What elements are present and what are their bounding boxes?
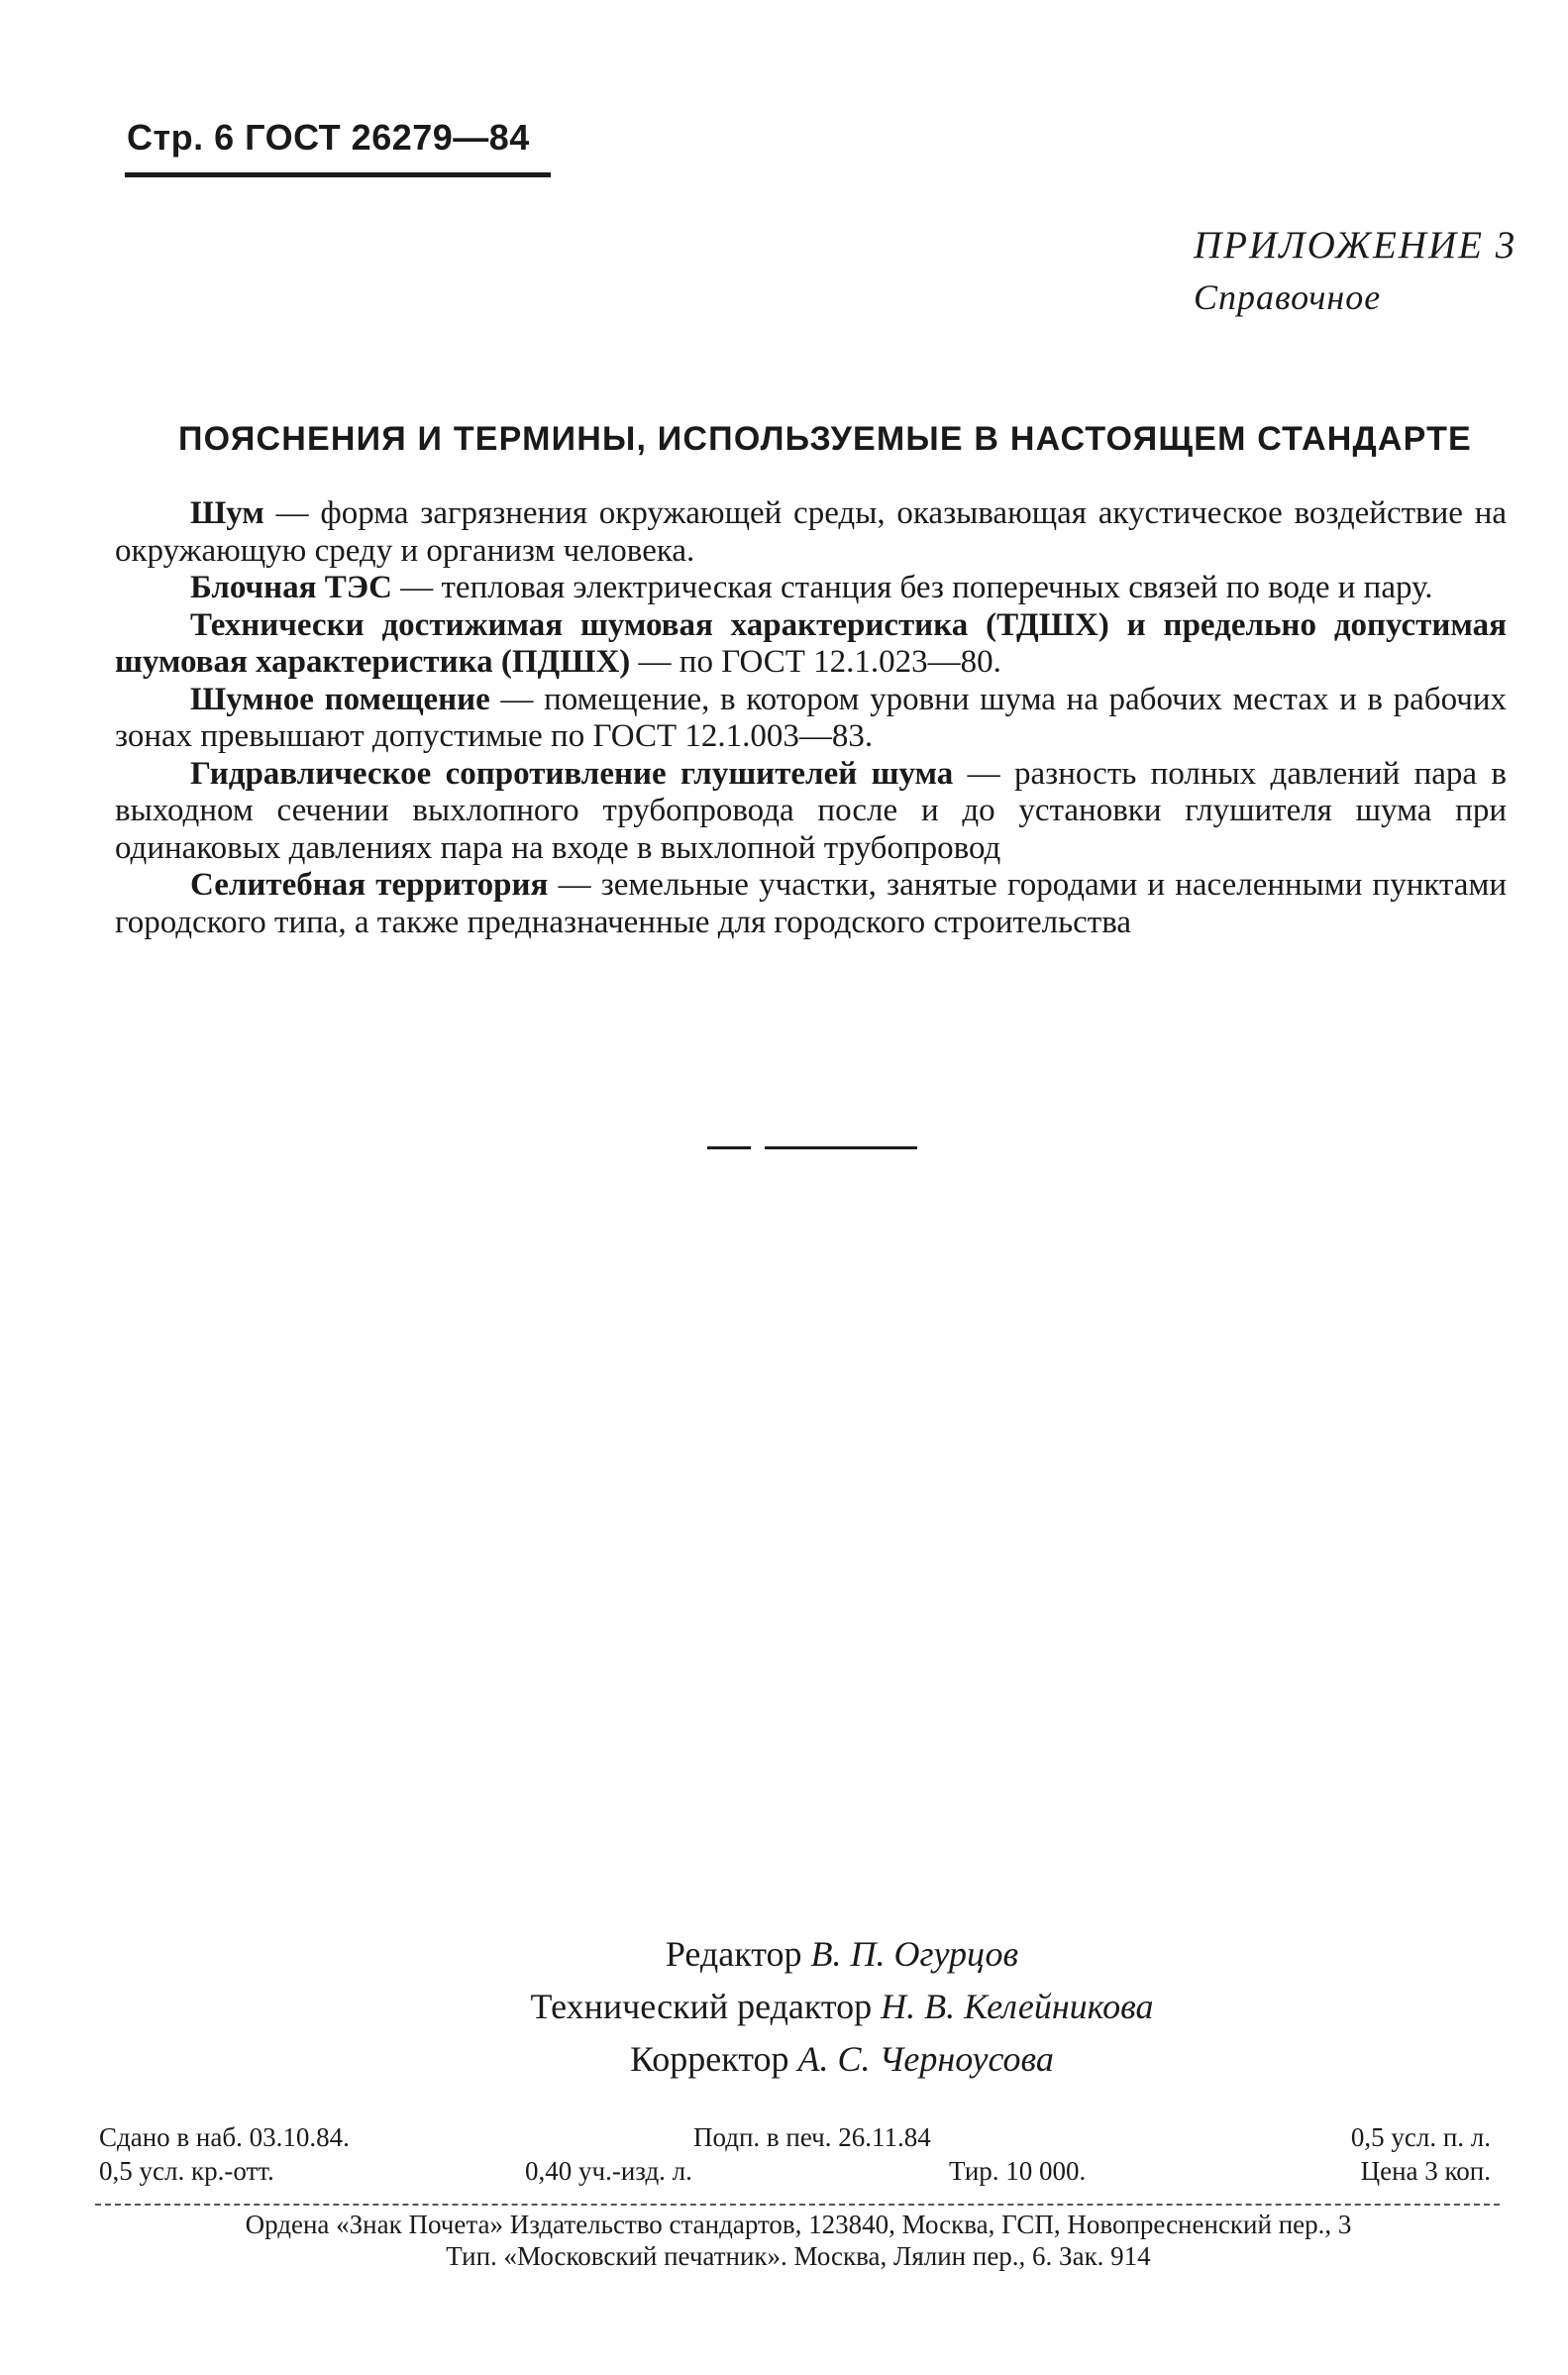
credit-role: Редактор [665, 1934, 802, 1974]
terms-list [115, 495, 1507, 941]
term-paragraph [115, 682, 1507, 756]
term-paragraph [115, 495, 1507, 570]
imprint-submitted: Сдано в наб. 03.10.84. [99, 2122, 350, 2152]
term-definition: — земельные участки, занятые городами и населенными пунктами городского типа, а также предназначенные для городского строительства [115, 867, 1507, 940]
credit-line [396, 1928, 1288, 1981]
term-definition: — по ГОСТ 12.1.023—80. [630, 644, 1001, 680]
credit-role: Корректор [630, 2039, 789, 2079]
term-paragraph [115, 607, 1507, 682]
term-paragraph [115, 570, 1507, 607]
credit-role: Технический редактор [530, 1987, 873, 2026]
appendix-type: Справочное [1194, 277, 1382, 317]
term-name: Селитебная территория [190, 867, 549, 903]
imprint-signed: Подп. в печ. 26.11.84 [693, 2122, 931, 2152]
credits-block [396, 1928, 1288, 2086]
running-header: Стр. 6 ГОСТ 26279—84 [127, 117, 530, 158]
credit-line [396, 2033, 1288, 2086]
term-name: Шумное помещение [190, 681, 490, 717]
header-rule [125, 172, 551, 177]
term-name: Технически достижимая шумовая характеристика (ТДШХ) и предельно допустимая шумовая характеристика (ПДШХ) [115, 606, 1507, 680]
credit-name: А. С. Черноусова [797, 2039, 1054, 2079]
printer-line: Тип. «Московский печатник». Москва, Лялин пер., 6. Зак. 914 [446, 2241, 1151, 2271]
section-title: ПОЯСНЕНИЯ И ТЕРМИНЫ, ИСПОЛЬЗУЕМЫЕ В НАСТОЯЩЕМ СТАНДАРТЕ [178, 420, 1472, 458]
imprint-print-run: Тир. 10 000. [949, 2156, 1087, 2186]
term-definition: — разность полных давлений пара в выходном сечении выхлопного трубопровода после и до установки глушителя шума при одинаковых давлениях пара на входе в выхлопной трубопровод [115, 755, 1507, 866]
term-name: Шум [190, 495, 264, 531]
imprint-pub-sheets: 0,40 уч.-изд. л. [525, 2156, 692, 2186]
term-paragraph [115, 867, 1507, 941]
imprint-color-proofs: 0,5 усл. кр.-отт. [99, 2156, 274, 2186]
term-paragraph [115, 756, 1507, 868]
end-separator-long [765, 1146, 917, 1149]
credit-line [396, 1981, 1288, 2033]
appendix-heading [1194, 220, 1520, 323]
credit-name: Н. В. Келейникова [881, 1987, 1154, 2026]
appendix-label: ПРИЛОЖЕНИЕ 3 [1194, 224, 1517, 267]
imprint-sheets: 0,5 усл. п. л. [1350, 2122, 1491, 2152]
imprint-price: Цена 3 коп. [1360, 2156, 1491, 2186]
credit-name: В. П. Огурцов [810, 1934, 1019, 1974]
term-name: Блочная ТЭС [190, 570, 392, 605]
publisher-line: Ордена «Знак Почета» Издательство стандартов, 123840, Москва, ГСП, Новопресненский пер., 3 [245, 2210, 1352, 2239]
term-name: Гидравлическое сопротивление глушителей шума [190, 755, 954, 792]
term-definition: — форма загрязнения окружающей среды, оказывающая акустическое воздействие на окружающую среду и организм человека. [115, 495, 1507, 569]
term-definition: — помещение, в котором уровни шума на рабочих местах и в рабочих зонах превышают допустимые по ГОСТ 12.1.003—83. [115, 681, 1507, 754]
imprint-divider [95, 2204, 1500, 2206]
term-definition: — тепловая электрическая станция без поперечных связей по воде и пару. [392, 570, 1433, 605]
end-separator-short [707, 1146, 751, 1149]
